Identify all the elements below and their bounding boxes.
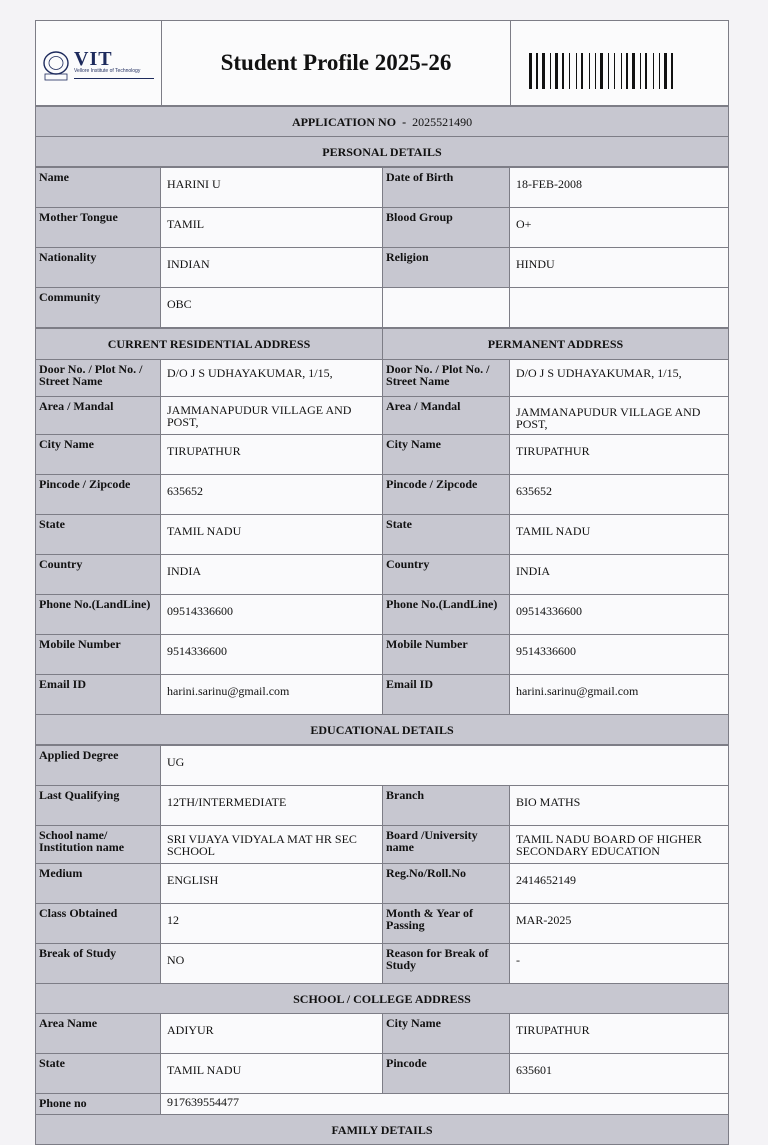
- reason-label: Reason for Break of Study: [383, 944, 510, 984]
- degree-label: Applied Degree: [36, 746, 161, 786]
- address-table: [35, 328, 729, 745]
- permanent-pincode-value: 635652: [510, 475, 729, 515]
- permanent-state-value: TAMIL NADU: [510, 515, 729, 555]
- break-label: Break of Study: [36, 944, 161, 984]
- email-label: Email ID: [383, 675, 510, 715]
- permanent-mobile-value: 9514336600: [510, 635, 729, 675]
- class-label: Class Obtained: [36, 904, 161, 944]
- header-table: [35, 20, 729, 106]
- section-family: FAMILY DETAILS: [36, 1115, 729, 1145]
- permanent-city-value: TIRUPATHUR: [510, 435, 729, 475]
- area-label: Area / Mandal: [383, 397, 510, 435]
- door-label: Door No. / Plot No. / Street Name: [383, 360, 510, 397]
- area-label: Area / Mandal: [36, 397, 161, 435]
- nationality-value: INDIAN: [161, 248, 383, 288]
- regno-label: Reg.No/Roll.No: [383, 864, 510, 904]
- empty-cell: [383, 288, 510, 328]
- school-state-value: TAMIL NADU: [161, 1054, 383, 1094]
- application-table: [35, 106, 729, 167]
- school-label: School name/ Institution name: [36, 826, 161, 864]
- blood-label: Blood Group: [383, 208, 510, 248]
- door-label: Door No. / Plot No. / Street Name: [36, 360, 161, 397]
- city-label: City Name: [36, 435, 161, 475]
- city-label: City Name: [383, 435, 510, 475]
- community-value: OBC: [161, 288, 383, 328]
- permanent-email-value: harini.sarinu@gmail.com: [510, 675, 729, 715]
- email-label: Email ID: [36, 675, 161, 715]
- country-label: Country: [36, 555, 161, 595]
- education-table: [35, 745, 729, 1145]
- community-label: Community: [36, 288, 161, 328]
- tongue-label: Mother Tongue: [36, 208, 161, 248]
- country-label: Country: [383, 555, 510, 595]
- regno-value: 2414652149: [510, 864, 729, 904]
- phone-label: Phone No.(LandLine): [36, 595, 161, 635]
- application-separator: -: [402, 114, 407, 129]
- vit-crest-icon: [42, 49, 70, 83]
- class-value: 12: [161, 904, 383, 944]
- application-number: [36, 107, 729, 137]
- name-value: HARINI U: [161, 168, 383, 208]
- page-title: Student Profile 2025-26: [162, 21, 511, 106]
- current-mobile-value: 9514336600: [161, 635, 383, 675]
- current-state-value: TAMIL NADU: [161, 515, 383, 555]
- medium-label: Medium: [36, 864, 161, 904]
- dob-value: 18-FEB-2008: [510, 168, 729, 208]
- school-state-label: State: [36, 1054, 161, 1094]
- medium-value: ENGLISH: [161, 864, 383, 904]
- current-email-value: harini.sarinu@gmail.com: [161, 675, 383, 715]
- break-value: NO: [161, 944, 383, 984]
- school-phone-value: 917639554477: [161, 1094, 729, 1115]
- application-label: APPLICATION NO: [291, 114, 397, 129]
- school-city-value: TIRUPATHUR: [510, 1014, 729, 1054]
- current-city-value: TIRUPATHUR: [161, 435, 383, 475]
- section-current-address: CURRENT RESIDENTIAL ADDRESS: [36, 329, 383, 360]
- pincode-label: Pincode / Zipcode: [383, 475, 510, 515]
- school-area-value: ADIYUR: [161, 1014, 383, 1054]
- school-area-label: Area Name: [36, 1014, 161, 1054]
- board-label: Board /University name: [383, 826, 510, 864]
- permanent-door-value: D/O J S UDHAYAKUMAR, 1/15,: [510, 360, 729, 397]
- personal-table: [35, 167, 729, 328]
- state-label: State: [383, 515, 510, 555]
- permanent-area-value: JAMMANAPUDUR VILLAGE AND POST,: [510, 397, 729, 435]
- barcode-icon: [517, 33, 723, 93]
- nationality-label: Nationality: [36, 248, 161, 288]
- section-personal: PERSONAL DETAILS: [36, 137, 729, 167]
- passing-value: MAR-2025: [510, 904, 729, 944]
- current-pincode-value: 635652: [161, 475, 383, 515]
- empty-cell: [510, 288, 729, 328]
- state-label: State: [36, 515, 161, 555]
- board-value: TAMIL NADU BOARD OF HIGHER SECONDARY EDUCATION: [510, 826, 729, 864]
- logo: [36, 21, 162, 106]
- qualifying-label: Last Qualifying: [36, 786, 161, 826]
- reason-value: -: [510, 944, 729, 984]
- logo-text: VIT: [74, 48, 113, 70]
- passing-label: Month & Year of Passing: [383, 904, 510, 944]
- blood-value: O+: [510, 208, 729, 248]
- section-permanent-address: PERMANENT ADDRESS: [383, 329, 729, 360]
- permanent-phone-value: 09514336600: [510, 595, 729, 635]
- phone-label: Phone No.(LandLine): [383, 595, 510, 635]
- permanent-country-value: INDIA: [510, 555, 729, 595]
- religion-label: Religion: [383, 248, 510, 288]
- current-phone-value: 09514336600: [161, 595, 383, 635]
- mobile-label: Mobile Number: [36, 635, 161, 675]
- dob-label: Date of Birth: [383, 168, 510, 208]
- qualifying-value: 12TH/INTERMEDIATE: [161, 786, 383, 826]
- current-area-value: JAMMANAPUDUR VILLAGE AND POST,: [161, 397, 383, 435]
- pincode-label: Pincode / Zipcode: [36, 475, 161, 515]
- mobile-label: Mobile Number: [383, 635, 510, 675]
- branch-value: BIO MATHS: [510, 786, 729, 826]
- name-label: Name: [36, 168, 161, 208]
- current-country-value: INDIA: [161, 555, 383, 595]
- school-phone-label: Phone no: [36, 1094, 161, 1115]
- school-value: SRI VIJAYA VIDYALA MAT HR SEC SCHOOL: [161, 826, 383, 864]
- application-value: 2025521490: [412, 114, 473, 129]
- branch-label: Branch: [383, 786, 510, 826]
- current-door-value: D/O J S UDHAYAKUMAR, 1/15,: [161, 360, 383, 397]
- student-profile-form: [35, 20, 729, 1145]
- degree-value: UG: [161, 746, 729, 786]
- tongue-value: TAMIL: [161, 208, 383, 248]
- religion-value: HINDU: [510, 248, 729, 288]
- school-pincode-value: 635601: [510, 1054, 729, 1094]
- section-school-address: SCHOOL / COLLEGE ADDRESS: [36, 984, 729, 1014]
- barcode: [511, 21, 729, 106]
- section-educational: EDUCATIONAL DETAILS: [36, 715, 729, 745]
- school-city-label: City Name: [383, 1014, 510, 1054]
- logo-subtitle: Vellore Institute of Technology: [74, 68, 141, 74]
- school-pincode-label: Pincode: [383, 1054, 510, 1094]
